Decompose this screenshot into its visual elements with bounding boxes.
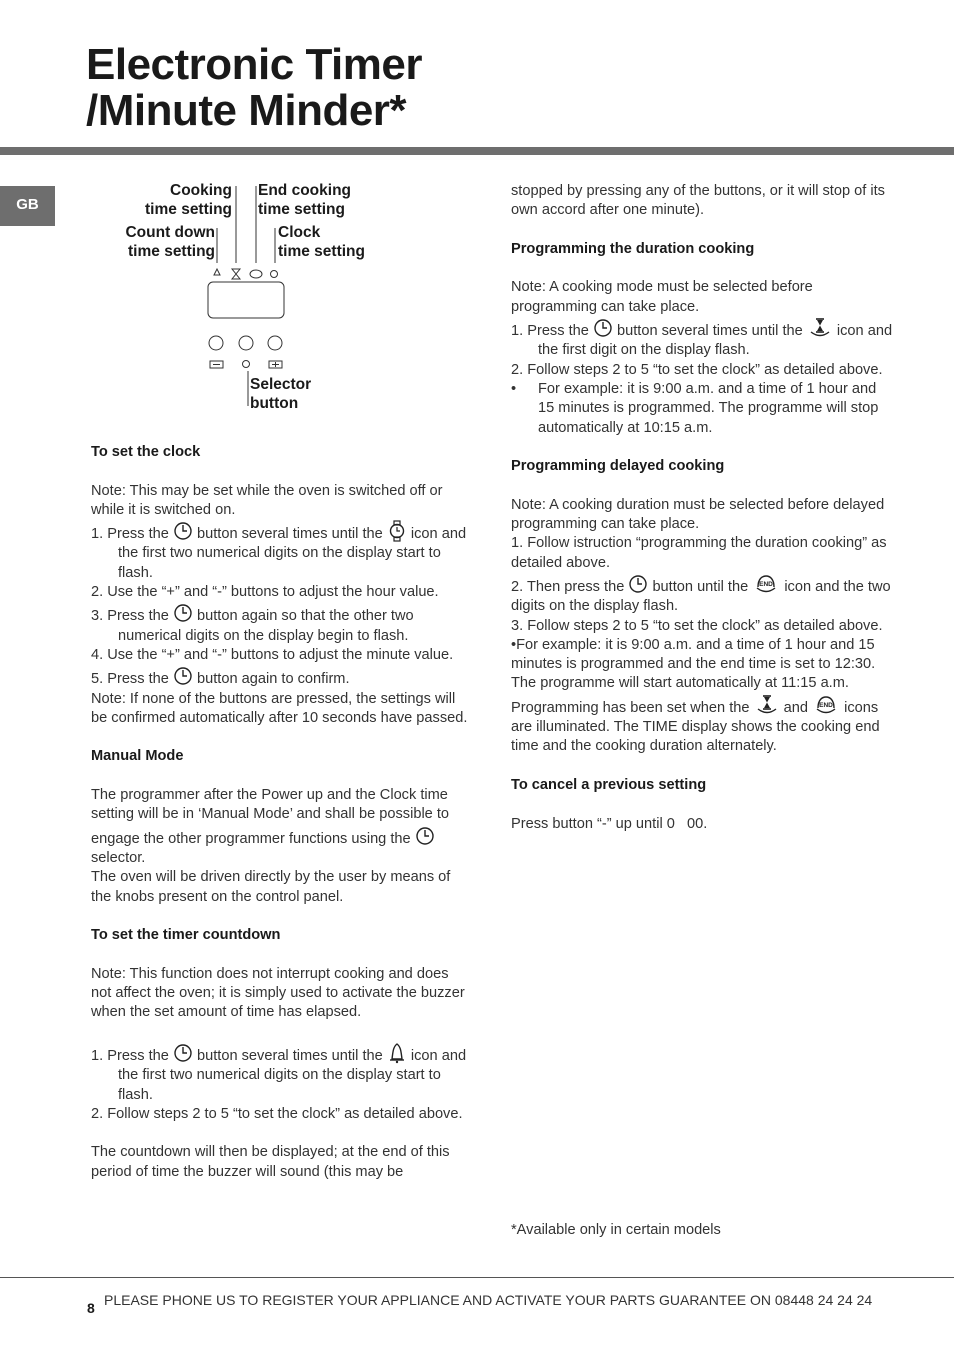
panel-button-minus	[209, 336, 223, 350]
end-cooking-icon	[812, 694, 840, 716]
clock-step-5: 5. Press the button again to confirm.	[91, 665, 469, 689]
panel-button-selector	[239, 336, 253, 350]
clock-icon	[173, 1042, 193, 1064]
watch-icon	[387, 520, 407, 542]
hourglass-mini-icon	[232, 269, 240, 279]
page-number: 8	[87, 1300, 95, 1316]
manual-mode-heading: Manual Mode	[91, 748, 184, 765]
timer-step-1: 1. Press the button several times until the icon and the first two numerical digits on the display start to flash.	[91, 1042, 469, 1105]
hourglass-icon	[754, 694, 780, 716]
label-selector: Selector button	[250, 376, 312, 412]
clock-heading: To set the clock	[91, 444, 201, 460]
delayed-note: Note: A cooking duration must be selected before delayed programming can take place.	[511, 496, 885, 533]
duration-step-1: 1. Press the button several times until the icon and the first digit on the display flash.	[511, 317, 893, 361]
bell-icon	[387, 1042, 407, 1064]
delayed-example: •For example: it is 9:00 a.m. and a time of 1 hour and 15 minutes is programmed and the end time is set to 12:30. The programme will start automatically at 11:15 a.m.	[511, 636, 876, 692]
clock-icon	[173, 520, 193, 542]
right-column	[511, 182, 893, 834]
panel-button-plus	[268, 336, 282, 350]
clock-icon	[628, 573, 648, 595]
label-countdown: Count down time setting	[125, 224, 215, 260]
clock-note: Note: This may be set while the oven is switched off or while it is switched on.	[91, 482, 443, 518]
panel-display	[208, 282, 284, 318]
page-title	[86, 42, 422, 134]
clock-step-1: 1. Press the button several times until the icon and the first two numerical digits on the display start to flash.	[91, 520, 469, 583]
language-tab: GB	[0, 186, 55, 226]
footer-phone-text: PLEASE PHONE US TO REGISTER YOUR APPLIANCE AND ACTIVATE YOUR PARTS GUARANTEE ON 08448 24 24 24	[104, 1292, 873, 1308]
clock-note-2: Note: If none of the buttons are pressed, the settings will be confirmed automatically after 10 seconds have passed.	[91, 690, 468, 726]
left-column	[91, 443, 469, 1182]
delayed-set-text: Programming has been set when the and icons are illuminated. The TIME display shows the cooking end time and the cooking duration alternately.	[511, 694, 893, 757]
title-divider	[0, 147, 954, 155]
title-line-2: /Minute Minder*	[86, 86, 407, 135]
duration-note: Note: A cooking mode must be selected before programming can take place.	[511, 279, 813, 315]
timer-step-2: 2. Follow steps 2 to 5 “to set the clock” as detailed above.	[91, 1105, 463, 1122]
label-end-cooking: End cooking time setting	[258, 182, 351, 218]
bell-mini-icon	[214, 269, 220, 275]
delayed-step-2: 2. Then press the button until the icon and the two digits on the display flash.	[511, 573, 893, 617]
clock-icon	[415, 825, 435, 847]
label-cooking-time: Cooking time setting	[145, 182, 232, 218]
clock-step-3: 3. Press the button again so that the other two numerical digits on the display begin to flash.	[91, 602, 469, 646]
timer-end-text: The countdown will then be displayed; at the end of this period of time the buzzer will sound (this may be	[91, 1144, 450, 1180]
end-mini-icon	[250, 270, 262, 278]
manual-mode-text: The programmer after the Power up and the Clock time setting will be in ‘Manual Mode’ and shall be possible to engage the other programmer functions using the selector.	[91, 787, 450, 866]
manual-mode-text-2: The oven will be driven directly by the user by means of the knobs present on the control panel.	[91, 869, 451, 905]
label-clock: Clock time setting	[278, 224, 365, 260]
delayed-heading: Programming delayed cooking	[511, 458, 725, 475]
hourglass-icon	[807, 317, 833, 339]
cancel-text: Press button “-” up until 0 00.	[511, 815, 708, 832]
watch-mini-icon	[271, 271, 278, 278]
timer-heading: To set the timer countdown	[91, 927, 281, 944]
delayed-step-1: 1. Follow istruction “programming the duration cooking” as detailed above.	[511, 535, 887, 571]
timer-note: Note: This function does not interrupt cooking and does not affect the oven; it is simply used to activate the buzzer when the set amount of time has elapsed.	[91, 965, 465, 1021]
clock-icon	[173, 665, 193, 687]
clock-step-2: 2. Use the “+” and “-” buttons to adjust the hour value.	[91, 584, 439, 601]
footnote: *Available only in certain models	[511, 1222, 721, 1238]
duration-step-2: 2. Follow steps 2 to 5 “to set the clock” as detailed above.	[511, 361, 883, 378]
duration-example: • For example: it is 9:00 a.m. and a time of 1 hour and 15 minutes is programmed. The programme will stop automatically at 10:15 a.m.	[511, 380, 879, 436]
clock-icon	[173, 602, 193, 624]
clock-step-4: 4. Use the “+” and “-” buttons to adjust the minute value.	[91, 646, 454, 663]
timer-panel-diagram	[90, 178, 420, 418]
continued-text: stopped by pressing any of the buttons, or it will stop of its own accord after one minute).	[511, 183, 885, 219]
clock-label-icon	[243, 361, 250, 368]
delayed-step-3: 3. Follow steps 2 to 5 “to set the clock” as detailed above.	[511, 617, 883, 634]
cancel-heading: To cancel a previous setting	[511, 776, 707, 793]
footer-divider	[0, 1277, 954, 1278]
clock-icon	[593, 317, 613, 339]
duration-heading: Programming the duration cooking	[511, 240, 755, 257]
title-line-1: Electronic Timer	[86, 40, 422, 89]
end-cooking-icon	[752, 573, 780, 595]
panel-drawing	[90, 178, 420, 418]
